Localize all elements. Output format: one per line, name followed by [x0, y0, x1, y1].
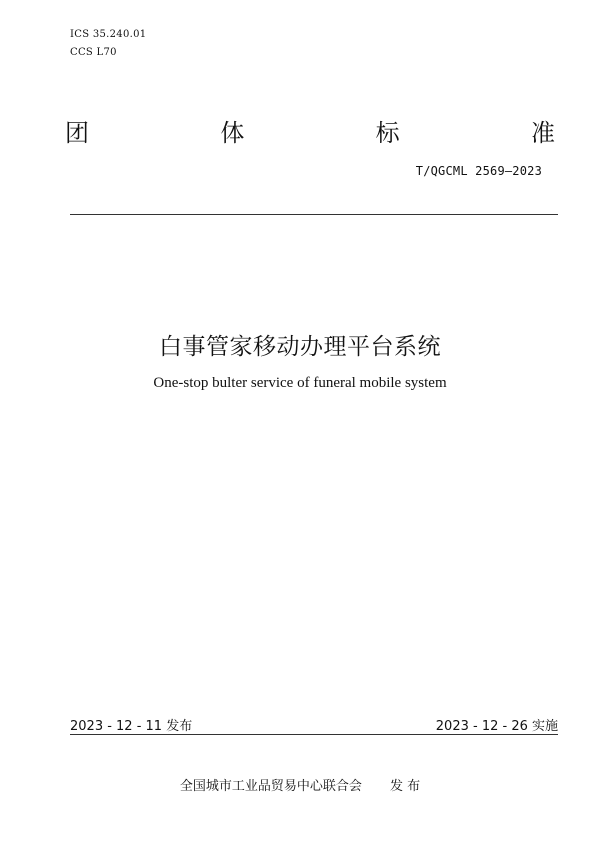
issuer-line	[0, 775, 600, 794]
top-divider	[70, 214, 558, 215]
bottom-divider	[70, 734, 558, 735]
publish-date: 2023 - 12 - 11 发布	[70, 719, 193, 734]
ics-code: ICS 35.240.01	[70, 29, 147, 40]
document-title-english: One-stop bulter service of funeral mobile system	[153, 375, 447, 391]
ccs-code: CCS L70	[70, 47, 117, 58]
standard-type-char: 团	[65, 119, 89, 147]
issuer-name: 全国城市工业品贸易中心联合会	[179, 779, 362, 794]
standard-number: T/QGCML 2569—2023	[415, 164, 542, 178]
issuer-action: 发 布	[389, 779, 421, 794]
implementation-date: 2023 - 12 - 26 实施	[435, 719, 558, 734]
standard-type-char: 准	[530, 119, 555, 147]
standard-type-title	[65, 113, 555, 148]
standard-type-char: 体	[220, 119, 245, 147]
standard-type-char: 标	[375, 119, 400, 147]
document-title-chinese: 白事管家移动办理平台系统	[159, 334, 441, 360]
